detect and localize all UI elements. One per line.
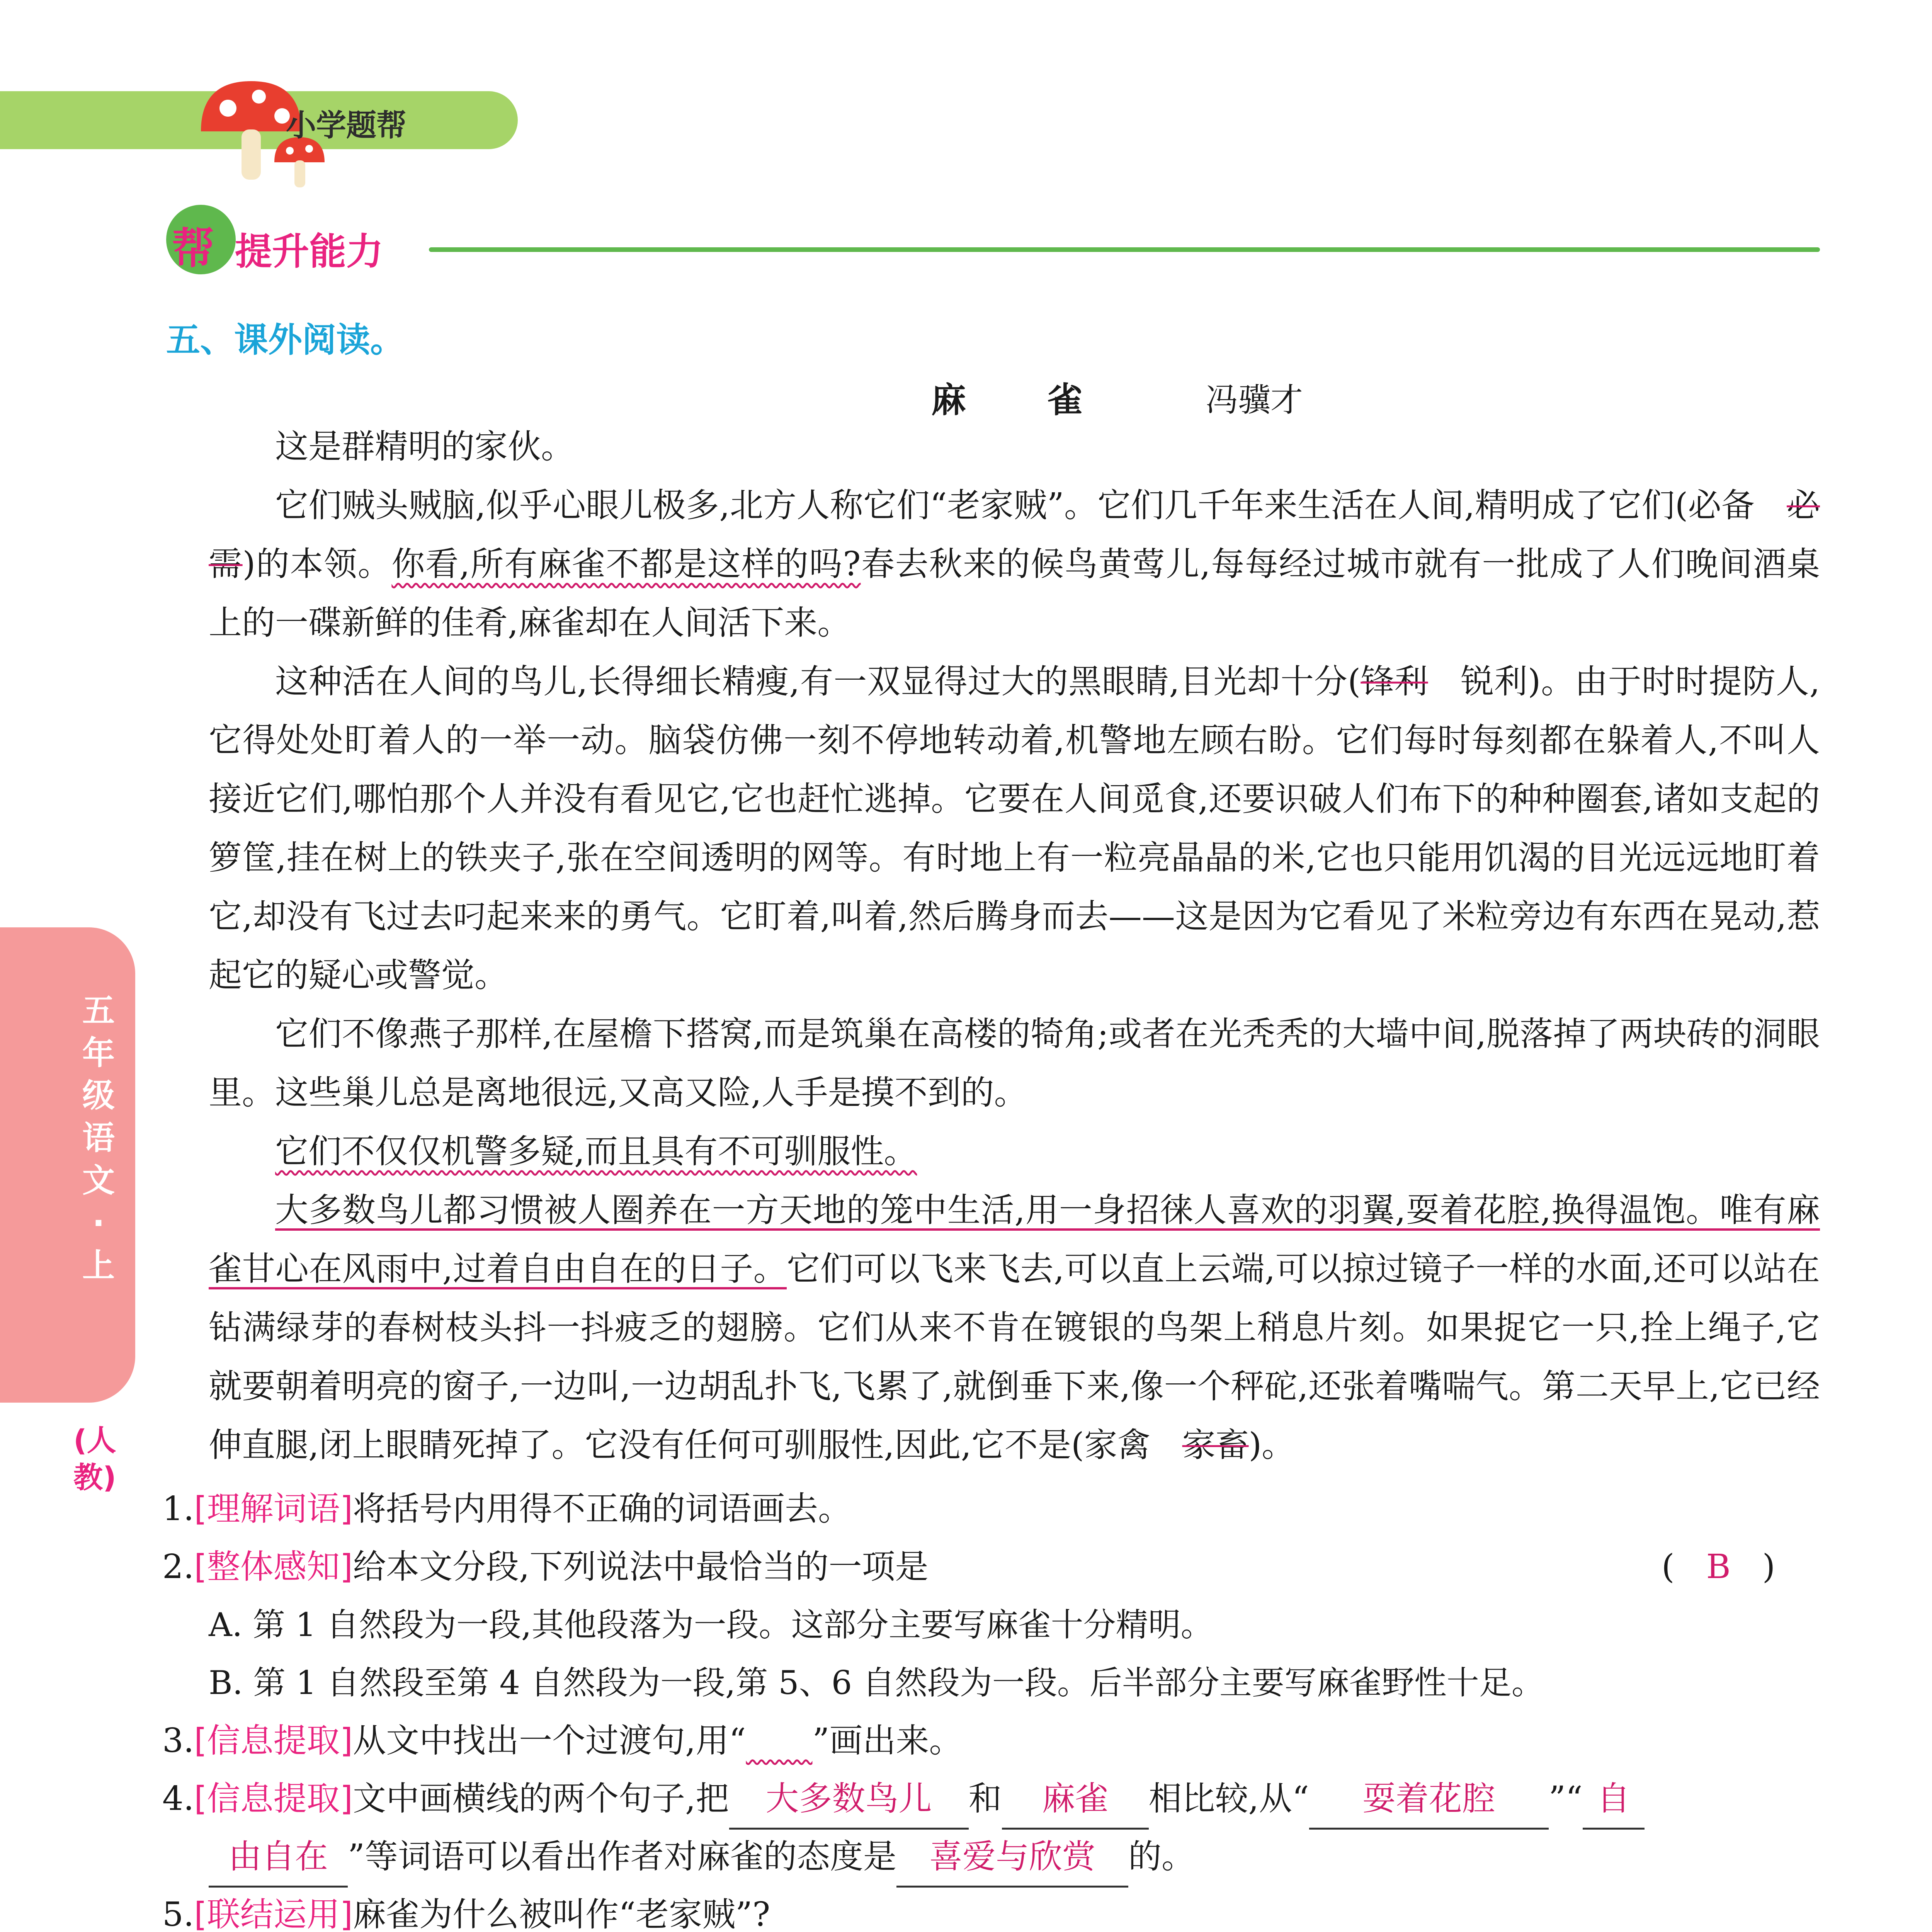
passage-title: 麻 雀: [931, 379, 1117, 420]
paragraph: 它们贼头贼脑,似乎心眼儿极多,北方人称它们“老家贼”。它们几千年来生活在人间,精明成了它们(必备 必需)的本领。你看,所有麻雀不都是这样的吗?春去秋来的候鸟黄莺儿,每每经过城市就有一批成了人们晚间酒桌上的一碟新鲜的佳肴,麻雀却在人间活下来。: [209, 486, 1820, 642]
section-divider: [429, 247, 1820, 252]
question-4: 4.[信息提取]文中画横线的两个句子,把 大多数鸟儿 和 麻雀 相比较,从“ 耍着花腔 ”“ 自: [162, 1770, 1824, 1830]
underlined-sentence: 大多数鸟儿都习惯被人圈养在一方天地的笼中生活,用一身招徕人喜欢的羽翼,耍着花腔,换得温饱。唯有麻雀甘心在风雨中,过着自由自在的日子。: [209, 1191, 1820, 1288]
question-5: 5.[联结运用]麻雀为什么被叫作“老家贼”?: [162, 1895, 770, 1932]
answer-blank: 大多数鸟儿: [729, 1770, 969, 1830]
answer-blank: 自: [1583, 1770, 1645, 1830]
paragraph: 这种活在人间的鸟儿,长得细长精瘦,有一双显得过大的黑眼睛,目光却十分(锋利 锐利)。由于时时提防人,它得处处盯着人的一举一动。脑袋仿佛一刻不停地转动着,机警地左顾右盼。它们每时每刻都在躲着人,不叫人接近它们,哪怕那个人并没有看见它,它也赶忙逃掉。它要在人间觅食,还要识破人们布下的种种圈套,诸如支起的箩筐,挂在树上的铁夹子,张在空间透明的网等。有时地上有一粒亮晶晶的米,它也只能用饥渴的目光远远地盯着它,却没有飞过去叼起来来的勇气。它盯着,叫着,然后腾身而去——这是因为它看见了米粒旁边有东西在晃动,惹起它的疑心或警觉。: [209, 662, 1820, 995]
brand-label: 小学题帮: [286, 108, 407, 143]
section-title: 提升能力: [235, 230, 383, 273]
paragraph: [209, 1122, 1820, 1181]
crossed-word: 家畜: [1182, 1426, 1249, 1464]
answer-bracket: ( B ): [1662, 1548, 1776, 1586]
transition-sentence: 你看,所有麻雀不都是这样的吗?: [391, 545, 861, 583]
question-1: 1.[理解词语]将括号内用得不正确的词语画去。: [162, 1490, 852, 1528]
side-edition-label: (人教): [73, 1423, 116, 1495]
paragraph: 大多数鸟儿都习惯被人圈养在一方天地的笼中生活,用一身招徕人喜欢的羽翼,耍着花腔,换得温饱。唯有麻雀甘心在风雨中,过着自由自在的日子。它们可以飞来飞去,可以直上云端,可以掠过镜子一样的水面,还可以站在钻满绿芽的春树枝头抖一抖疲乏的翅膀。它们从来不肯在镀银的鸟架上稍息片刻。如果捉它一只,拴上绳子,它就要朝着明亮的窗子,一边叫,一边胡乱扑飞,飞累了,就倒垂下来,像一个秤砣,还张着嘴喘气。第二天早上,它已经伸直腿,闭上眼睛死掉了。它没有任何可驯服性,因此,它不是(家禽 家畜)。: [209, 1191, 1820, 1464]
section-badge-glyph: 帮: [172, 224, 214, 273]
option-b: B. 第 1 自然段至第 4 自然段为一段,第 5、6 自然段为一段。后半部分主要写麻雀野性十足。: [209, 1664, 1544, 1702]
passage-body: [209, 417, 1820, 1475]
part-title: 五、课外阅读。: [166, 320, 405, 360]
transition-sentence: 它们不仅仅机警多疑,而且具有不可驯服性。: [275, 1132, 917, 1171]
option-a: A. 第 1 自然段为一段,其他段落为一段。这部分主要写麻雀十分精明。: [209, 1606, 1213, 1644]
question-4-cont: 由自在 ”等词语可以看出作者对麻雀的态度是 喜爱与欣赏 的。: [209, 1828, 1870, 1888]
crossed-word: 必需: [209, 486, 1820, 583]
answer-blank: 麻雀: [1002, 1770, 1149, 1830]
paragraph: 这是群精明的家伙。: [275, 427, 574, 466]
answer-blank: 耍着花腔: [1309, 1770, 1549, 1830]
side-grade-label: 五年级语文·上: [82, 992, 115, 1284]
question-2: 2.[整体感知]给本文分段,下列说法中最恰当的一项是: [162, 1548, 929, 1586]
answer-blank: 由自在: [209, 1828, 348, 1888]
answer-blank: 喜爱与欣赏: [896, 1828, 1128, 1888]
paragraph: 它们不像燕子那样,在屋檐下搭窝,而是筑巢在高楼的犄角;或者在光秃秃的大墙中间,脱落掉了两块砖的洞眼里。这些巢儿总是离地很远,又高又险,人手是摸不到的。: [209, 1015, 1820, 1112]
passage-author: 冯骥才: [1206, 381, 1303, 419]
question-3: 3.[信息提取]从文中找出一个过渡句,用“ ”画出来。: [162, 1721, 963, 1760]
crossed-word: 锋利: [1361, 662, 1428, 701]
